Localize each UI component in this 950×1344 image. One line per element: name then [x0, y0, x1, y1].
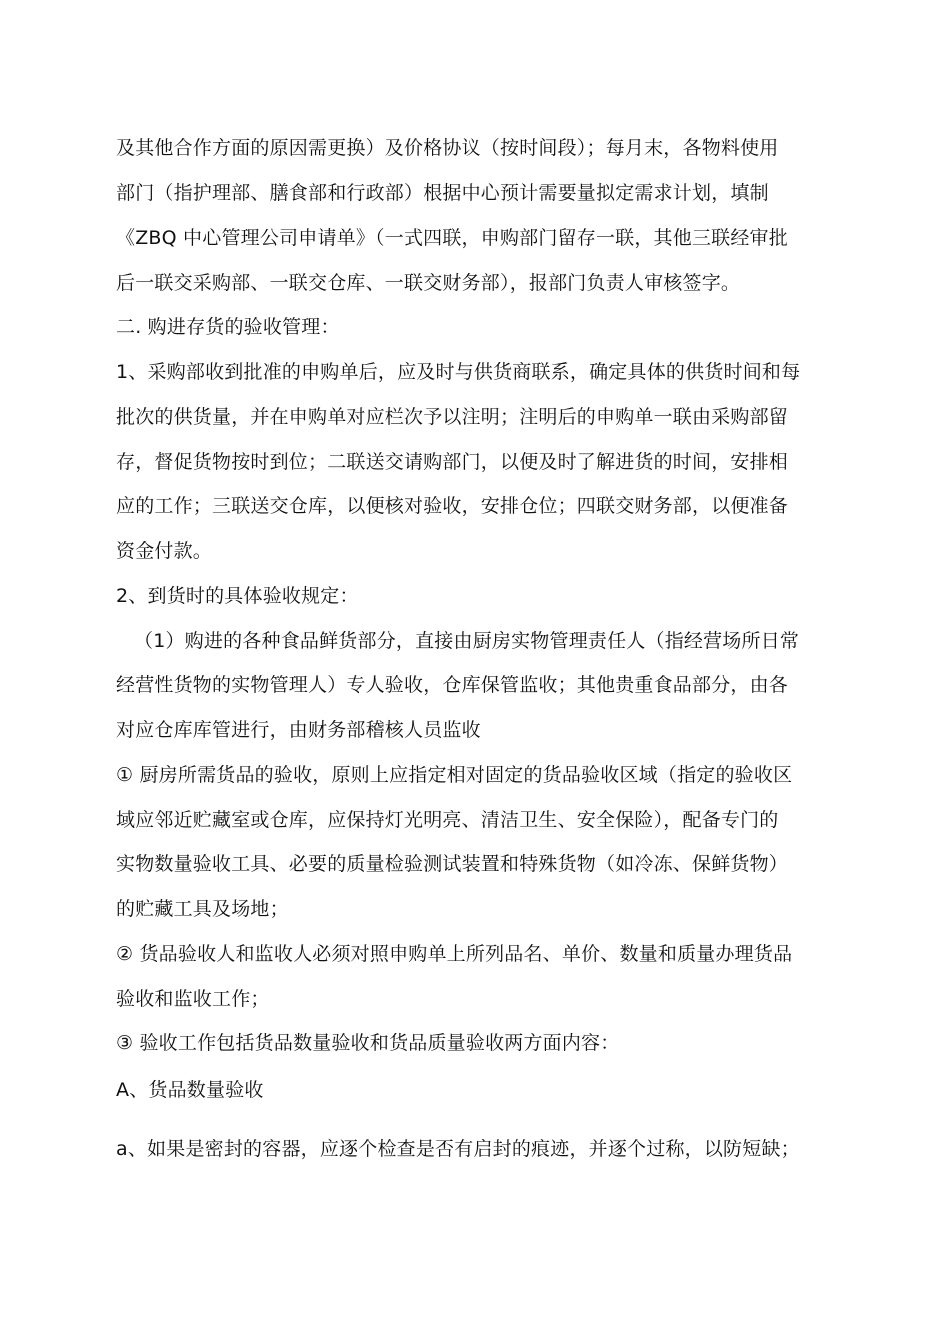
- text-line: 批次的供货量，并在申购单对应栏次予以注明；注明后的申购单一联由采购部留: [116, 406, 789, 428]
- subsection-heading: 2、到货时的具体验收规定：: [116, 585, 359, 607]
- text-line: 域应邻近贮藏室或仓库，应保持灯光明亮、清洁卫生、安全保险），配备专门的: [116, 809, 779, 831]
- section-heading: 二. 购进存货的验收管理：: [116, 316, 340, 338]
- text-line: 应的工作；三联送交仓库，以便核对验收，安排仓位；四联交财务部，以便准备: [116, 495, 789, 517]
- text-line: 资金付款。: [116, 540, 213, 562]
- text-line: ① 厨房所需货品的验收，原则上应指定相对固定的货品验收区域（指定的验收区: [116, 764, 793, 786]
- text-line: （1）购进的各种食品鲜货部分，直接由厨房实物管理责任人（指经营场所日常: [134, 630, 800, 652]
- text-line: 部门（指护理部、膳食部和行政部）根据中心预计需要量拟定需求计划，填制: [116, 182, 769, 204]
- text-line: 后一联交采购部、一联交仓库、一联交财务部），报部门负责人审核签字。: [116, 272, 741, 294]
- text-line: 存，督促货物按时到位；二联送交请购部门，以便及时了解进货的时间，安排相: [116, 451, 789, 473]
- text-line: 对应仓库库管进行，由财务部稽核人员监收: [116, 719, 481, 741]
- text-line: 及其他合作方面的原因需更换）及价格协议（按时间段）；每月末，各物料使用: [116, 137, 779, 159]
- text-line: a、如果是密封的容器，应逐个检查是否有启封的痕迹，并逐个过称，以防短缺；: [116, 1138, 800, 1160]
- text-line: 验收和监收工作；: [116, 988, 270, 1010]
- text-line: 实物数量验收工具、必要的质量检验测试装置和特殊货物（如冷冻、保鲜货物）: [116, 853, 789, 875]
- text-line: ③ 验收工作包括货品数量验收和货品质量验收两方面内容：: [116, 1032, 620, 1054]
- text-line: 经营性货物的实物管理人）专人验收，仓库保管监收；其他贵重食品部分，由各: [116, 674, 789, 696]
- subsection-heading: A、货品数量验收: [116, 1079, 264, 1101]
- text-line: 1、采购部收到批准的申购单后，应及时与供货商联系，确定具体的供货时间和每: [116, 361, 801, 383]
- text-line: ② 货品验收人和监收人必须对照申购单上所列品名、单价、数量和质量办理货品: [116, 943, 793, 965]
- text-line: 的贮藏工具及场地；: [116, 898, 289, 920]
- text-line: 《ZBQ 中心管理公司申请单》（一式四联，申购部门留存一联，其他三联经审批: [116, 227, 788, 249]
